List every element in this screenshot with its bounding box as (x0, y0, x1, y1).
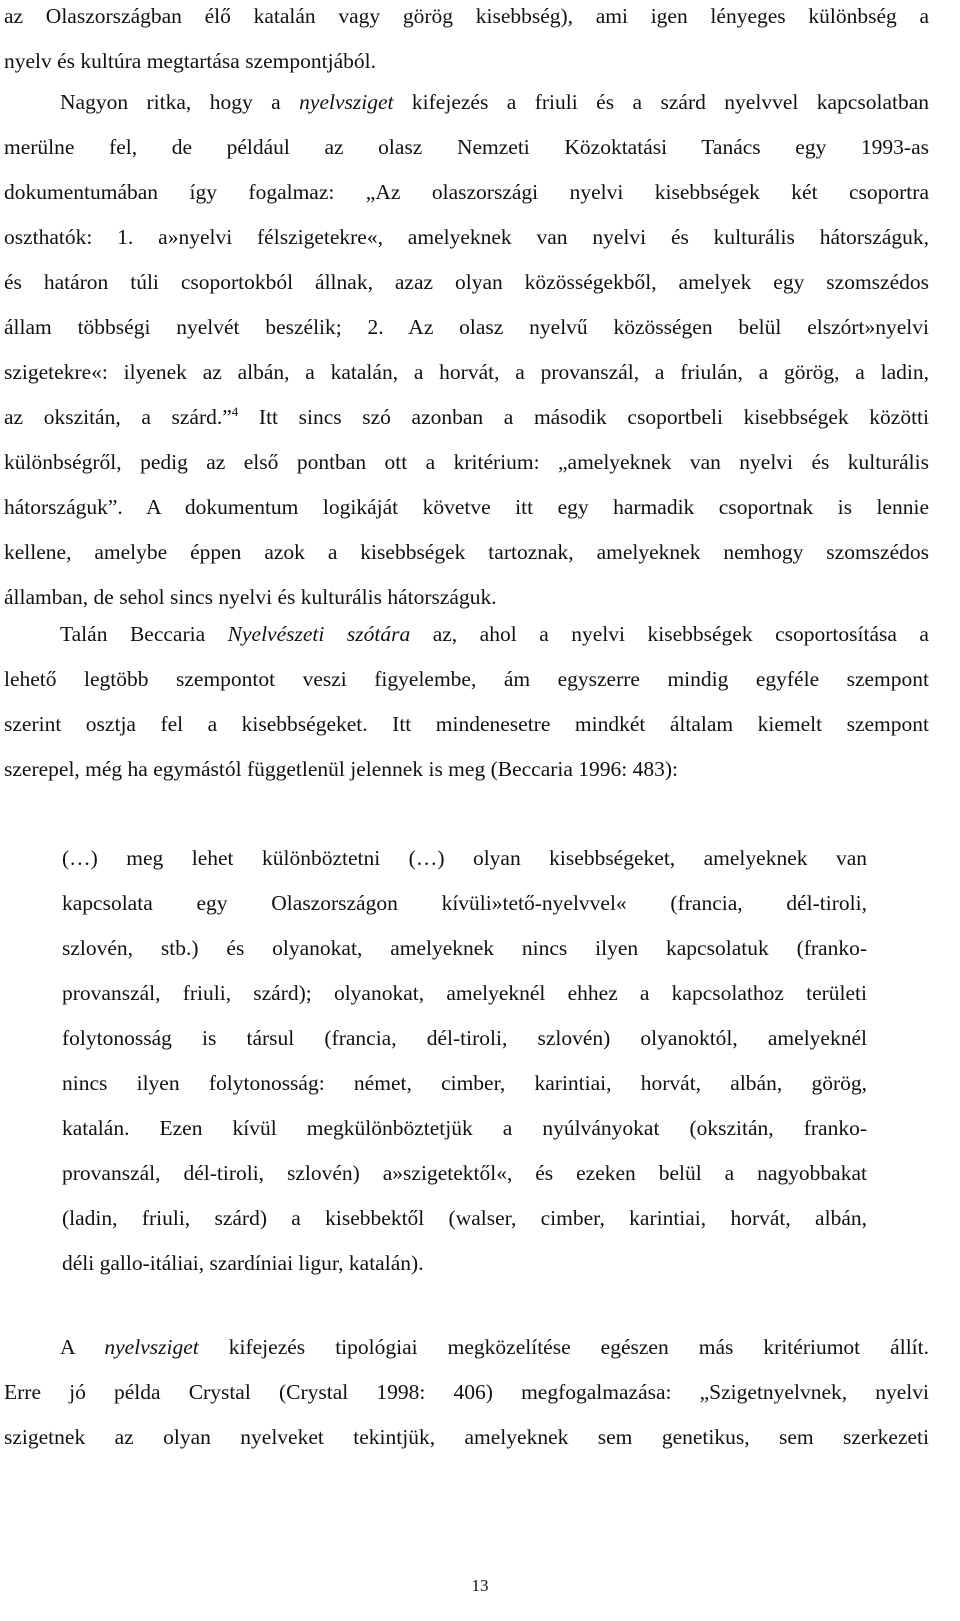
emphasis-term: nyelvsziget (104, 1335, 199, 1359)
text-line: államban, de sehol sincs nyelvi és kulturális hátországuk. (4, 585, 497, 609)
text-line: szerepel, még ha egymástól függetlenül jelennek is meg (Beccaria 1996: 483): (4, 757, 679, 781)
text-line: dokumentumában így fogalmaz: „Az olaszországi nyelvi kisebbségek két csoportra (4, 180, 929, 204)
quote-line: nincs ilyen folytonosság: német, cimber, karintiai, horvát, albán, görög, (62, 1071, 867, 1095)
quote-line: (…) meg lehet különböztetni (…) olyan kisebbségeket, amelyeknek van (62, 846, 867, 870)
text-line: merülne fel, de például az olasz Nemzeti Közoktatási Tanács egy 1993-as (4, 135, 929, 159)
text-line: az Olaszországban élő katalán vagy görög kisebbség), ami igen lényeges különbség a (4, 4, 929, 28)
quote-line: folytonosság is társul (francia, dél-tiroli, szlovén) olyanoktól, amelyeknél (62, 1026, 867, 1050)
paragraph-1 (4, 0, 929, 84)
quote-line: (ladin, friuli, szárd) a kisebbektől (walser, cimber, karintiai, horvát, albán, (62, 1206, 867, 1230)
text-line: különbségről, pedig az első pontban ott a kritérium: „amelyeknek van nyelvi és kulturális (4, 450, 929, 474)
text-line: lehető legtöbb szempontot veszi figyelembe, ám egyszerre mindig egyféle szempont (4, 667, 929, 691)
text-line: és határon túli csoportokból állnak, azaz olyan közösségekből, amelyek egy szomszédos (4, 270, 929, 294)
quote-line: provanszál, dél-tiroli, szlovén) a»szigetektől«, és ezeken belül a nagyobbakat (62, 1161, 867, 1185)
paragraph-4 (4, 1325, 929, 1460)
text-line: A nyelvsziget kifejezés tipológiai megközelítése egészen más kritériumot állít. (60, 1335, 929, 1359)
page-number: 13 (471, 1576, 489, 1595)
text-line: állam többségi nyelvét beszélik; 2. Az olasz nyelvű közösségen belül elszórt»nyelvi (4, 315, 929, 339)
quote-line: szlovén, stb.) és olyanokat, amelyeknek nincs ilyen kapcsolatuk (franko- (62, 936, 867, 960)
text-line: szerint osztja fel a kisebbségeket. Itt mindenesetre mindkét általam kiemelt szempont (4, 712, 929, 736)
paragraph-2 (4, 80, 929, 620)
emphasis-term: nyelvsziget (299, 90, 394, 114)
text-line: nyelv és kultúra megtartása szempontjából. (4, 49, 376, 73)
text-line: szigetnek az olyan nyelveket tekintjük, amelyeknek sem genetikus, sem szerkezeti (4, 1425, 929, 1449)
text-line: hátországuk”. A dokumentum logikáját követve itt egy harmadik csoportnak is lennie (4, 495, 929, 519)
text-line: Talán Beccaria Nyelvészeti szótára az, ahol a nyelvi kisebbségek csoportosítása a (60, 622, 929, 646)
text-line: kellene, amelybe éppen azok a kisebbségek tartoznak, amelyeknek nemhogy szomszédos (4, 540, 929, 564)
quote-line: provanszál, friuli, szárd); olyanokat, amelyeknél ehhez a kapcsolathoz területi (62, 981, 867, 1005)
quote-line: déli gallo-itáliai, szardíniai ligur, katalán). (62, 1251, 424, 1275)
text-line: az okszitán, a szárd.”$^4$ Itt sincs szó azonban a második csoportbeli kisebbségek közötti (4, 403, 929, 429)
quote-line: katalán. Ezen kívül megkülönböztetjük a nyúlványokat (okszitán, franko- (62, 1116, 867, 1140)
footnote-marker: 4 (231, 403, 239, 419)
book-title: Nyelvészeti szótára (227, 622, 411, 646)
text-line: Nagyon ritka, hogy a nyelvsziget kifejezés a friuli és a szárd nyelvvel kapcsolatban (60, 90, 929, 114)
text-line: szigetekre«: ilyenek az albán, a katalán, a horvát, a provanszál, a friulán, a görög, a ladin, (4, 360, 929, 384)
text-line: Erre jó példa Crystal (Crystal 1998: 406) megfogalmazása: „Szigetnyelvnek, nyelvi (4, 1380, 929, 1404)
text-line: oszthatók: 1. a»nyelvi félszigetekre«, amelyeknek van nyelvi és kulturális hátországuk, (4, 225, 929, 249)
block-quote (62, 836, 867, 1286)
quote-line: kapcsolata egy Olaszországon kívüli»tető-nyelvvel« (francia, dél-tiroli, (62, 891, 867, 915)
paragraph-3 (4, 612, 929, 792)
